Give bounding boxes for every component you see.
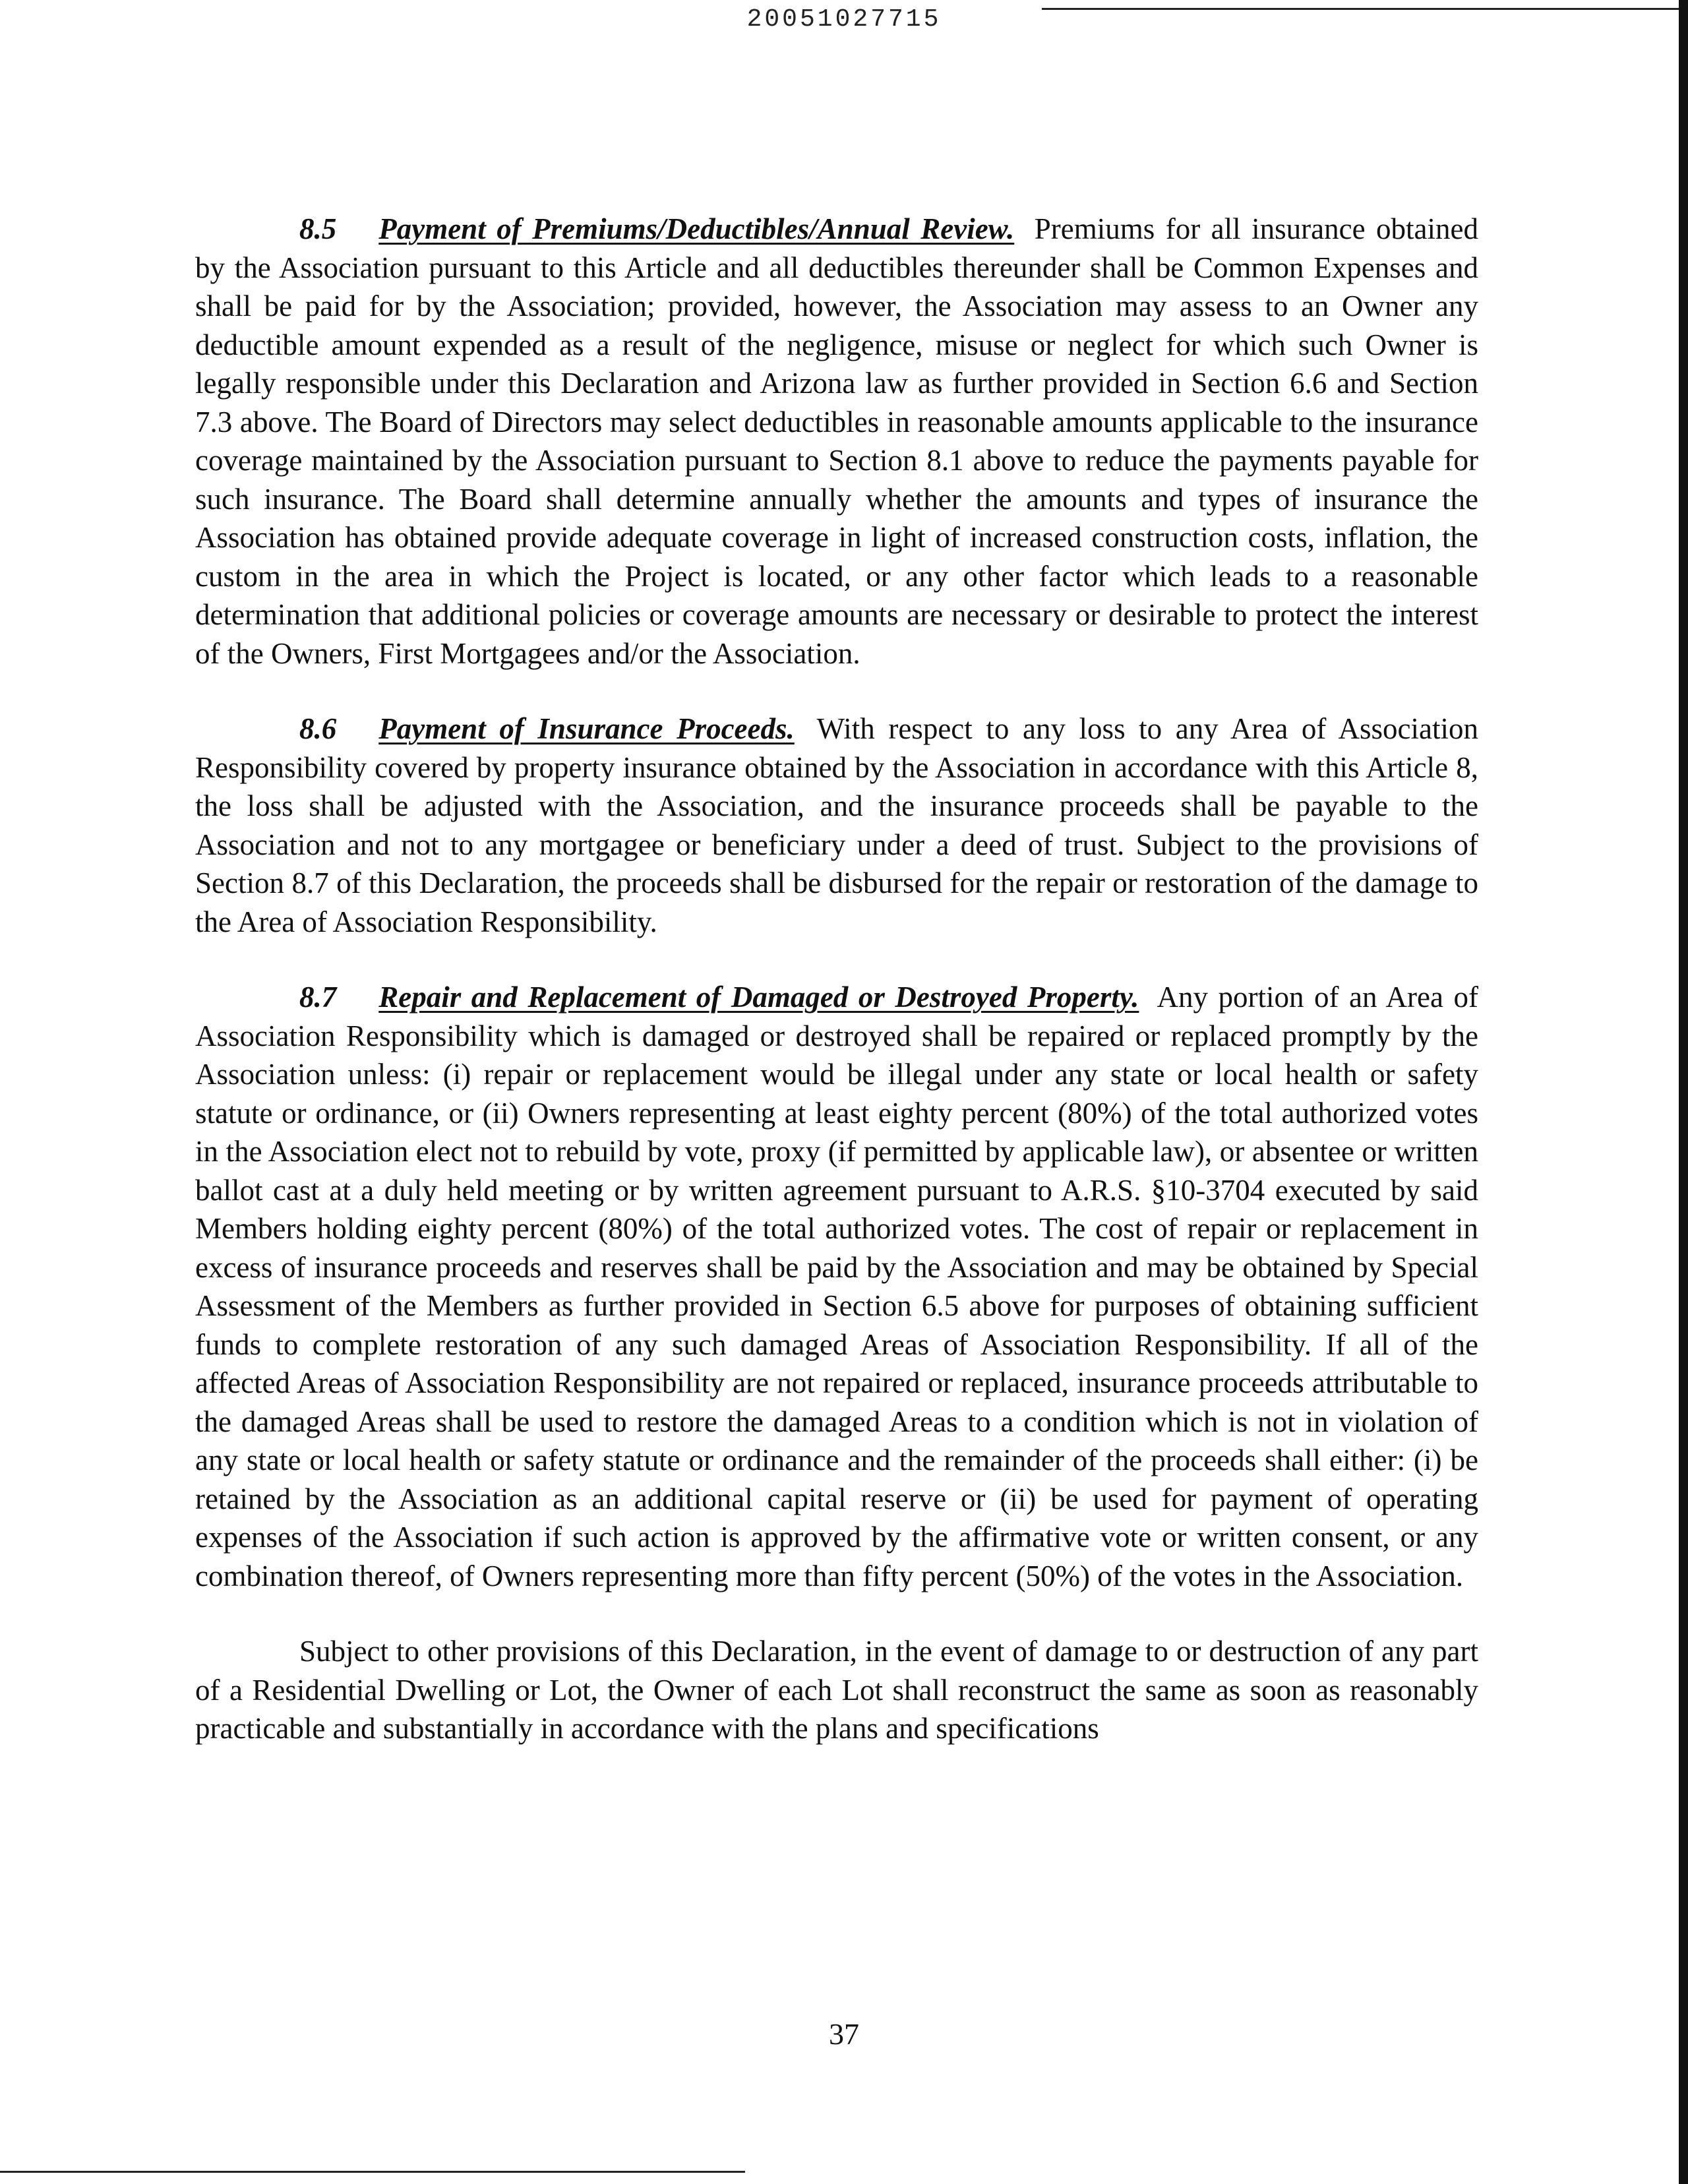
section-number: 8.5 xyxy=(299,212,337,245)
section-title: Repair and Replacement of Damaged or Destroyed Property. xyxy=(378,981,1139,1014)
section-number: 8.6 xyxy=(299,712,337,745)
section-number: 8.7 xyxy=(299,981,337,1014)
section-text: Premiums for all insurance obtained by the Association pursuant to this Article and all deductibles thereunder shall be Common Expenses and shall be paid for by the Association; provided, however, the Association may assess to an Owner any deductible amount expended as a result of the negligence, misuse or neglect for which such Owner is legally responsible under this Declaration and Arizona law as further provided in Section 6.6 and Section 7.3 above. The Board of Directors may select deductibles in reasonable amounts applicable to the insurance coverage maintained by the Association pursuant to Section 8.1 above to reduce the payments payable for such insurance. The Board shall determine annually whether the amounts and types of insurance the Association has obtained provide adequate coverage in light of increased construction costs, inflation, the custom in the area in which the Project is located, or any other factor which leads to a reasonable determination that additional policies or coverage amounts are necessary or desirable to protect the interest of the Owners, First Mortgagees and/or the Association. xyxy=(195,212,1478,670)
section-8-6 xyxy=(195,710,1478,941)
page-body xyxy=(195,210,1478,1785)
scan-border-bottom xyxy=(0,2171,745,2173)
continuation-paragraph xyxy=(195,1632,1478,1748)
section-text: With respect to any loss to any Area of Association Responsibility covered by property insurance obtained by the Association in accordance with this Article 8, the loss shall be adjusted with the Association, and the insurance proceeds shall be payable to the Association and not to any mortgagee or beneficiary under a deed of trust. Subject to the provisions of Section 8.7 of this Declaration, the proceeds shall be disbursed for the repair or restoration of the damage to the Area of Association Responsibility. xyxy=(195,712,1479,938)
page-number: 37 xyxy=(829,2017,859,2051)
scan-border-right xyxy=(1679,0,1688,2184)
section-title: Payment of Premiums/Deductibles/Annual Review. xyxy=(378,212,1015,245)
paragraph-text: Subject to other provisions of this Declaration, in the event of damage to or destruction of any part of a Residential Dwelling or Lot, the Owner of each Lot shall reconstruct the same as soon as reasonably practicable and substantially in accordance with the plans and specifications xyxy=(195,1635,1478,1745)
section-8-5 xyxy=(195,210,1478,673)
document-number: 20051027715 xyxy=(746,5,942,34)
section-text: Any portion of an Area of Association Responsibility which is damaged or destroyed shall be repaired or replaced promptly by the Association unless: (i) repair or replacement would be illegal under any state or local health or safety statute or ordinance, or (ii) Owners representing at least eighty percent (80%) of the total authorized votes in the Association elect not to rebuild by vote, proxy (if permitted by applicable law), or absentee or written ballot cast at a duly held meeting or by written agreement pursuant to A.R.S. §10-3704 executed by said Members holding eighty percent (80%) of the total authorized votes. The cost of repair or replacement in excess of insurance proceeds and reserves shall be paid by the Association and may be obtained by Special Assessment of the Members as further provided in Section 6.5 above for purposes of obtaining sufficient funds to complete restoration of any such damaged Areas of Association Responsibility. If all of the affected Areas of Association Responsibility are not repaired or replaced, insurance proceeds attributable to the damaged Areas shall be used to restore the damaged Areas to a condition which is not in violation of any state or local health or safety statute or ordinance and the remainder of the proceeds shall either: (i) be retained by the Association as an additional capital reserve or (ii) be used for payment of operating expenses of the Association if such action is approved by the affirmative vote or written consent, or any combination thereof, of Owners representing more than fifty percent (50%) of the votes in the Association. xyxy=(195,981,1478,1592)
section-title: Payment of Insurance Proceeds. xyxy=(378,712,795,745)
section-8-7 xyxy=(195,978,1478,1595)
